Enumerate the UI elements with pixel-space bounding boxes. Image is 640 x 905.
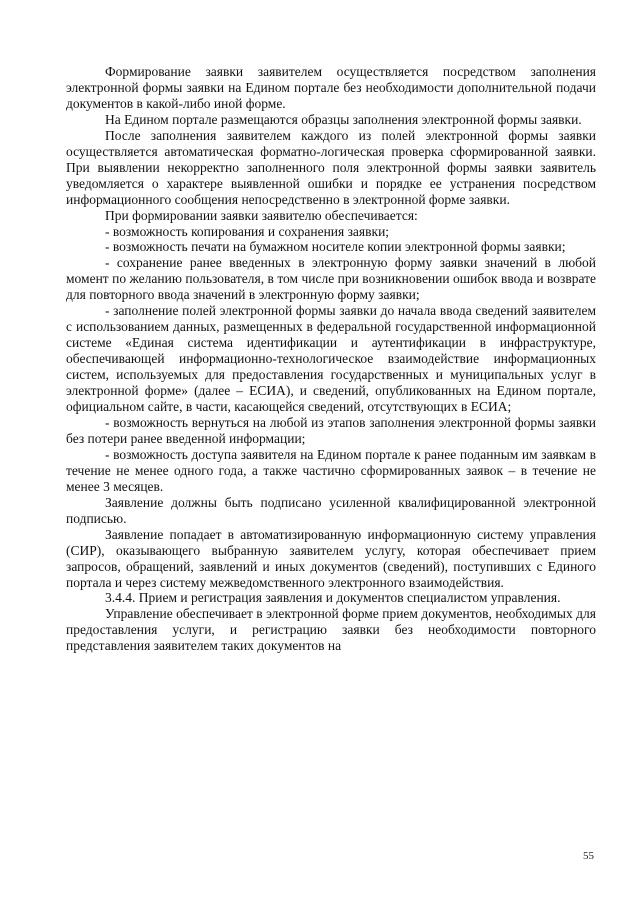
list-item-access-history: - возможность доступа заявителя на Едином портале к ранее поданным им заявкам в течение не менее одного года, а также частично сформированных заявок – в течение не менее 3 месяцев. — [66, 446, 596, 494]
paragraph-2: На Едином портале размещаются образцы заполнения электронной формы заявки. — [105, 111, 582, 127]
list-item-copy-save: - возможность копирования и сохранения заявки; — [105, 223, 390, 239]
paragraph-1: Формирование заявки заявителем осуществляется посредством заполнения электронной формы заявки на Едином портале без необходимости дополнительной подачи документов в какой-либо иной форме. — [66, 64, 596, 111]
paragraph-3: После заполнения заявителем каждого из полей электронной формы заявки осуществляется автоматическая форматно-логическая проверка сформированной заявки. При выявлении некорректно заполненного поля электронной формы заявки заявитель уведомляется о характере выявленной ошибки и порядке ее устранения посредством информационного сообщения непосредственно в электронной форме заявки. — [66, 127, 596, 207]
document-body — [66, 64, 596, 654]
paragraph-signature: Заявление должны быть подписано усиленной квалифицированной электронной подписью. — [66, 494, 596, 526]
paragraph-reception: Управление обеспечивает в электронной форме прием документов, необходимых для предоставления услуги, и регистрацию заявки без необходимости повторного представления заявителем таких документов на — [66, 606, 596, 654]
paragraph-4: При формировании заявки заявителю обеспечивается: — [105, 207, 418, 223]
list-item-prefill-esia: - заполнение полей электронной формы заявки до начала ввода сведений заявителем с использованием данных, размещенных в федеральной государственной информационной системе «Единая система идентификации и аутентификации в инфраструктуре, обеспечивающей информационно-технологическое взаимодействие информационных систем, используемых для предоставления государственных и муниципальных услуг в электронной форме» (далее – ЕСИА), и сведений, опубликованных на Едином портале, официальном сайте, в части, касающейся сведений, отсутствующих в ЕСИА; — [66, 303, 596, 415]
section-heading-3-4-4: 3.4.4. Прием и регистрация заявления и документов специалистом управления. — [105, 590, 561, 606]
page-number: 55 — [583, 850, 594, 862]
paragraph-sir: Заявление попадает в автоматизированную информационную систему управления (СИР), оказывающего выбранную заявителем услугу, которая обеспечивает прием запросов, обращений, заявлений и иных документов (сведений), поступивших с Единого портала и через систему межведомственного электронного взаимодействия. — [66, 526, 596, 590]
list-item-save-values: - сохранение ранее введенных в электронную форму заявки значений в любой момент по желанию пользователя, в том числе при возникновении ошибок ввода и возврате для повторного ввода значений в электронную форму заявки; — [66, 255, 596, 303]
list-item-print: - возможность печати на бумажном носителе копии электронной формы заявки; — [105, 239, 566, 255]
list-item-return-stage: - возможность вернуться на любой из этапов заполнения электронной формы заявки без потери ранее введенной информации; — [66, 414, 596, 446]
